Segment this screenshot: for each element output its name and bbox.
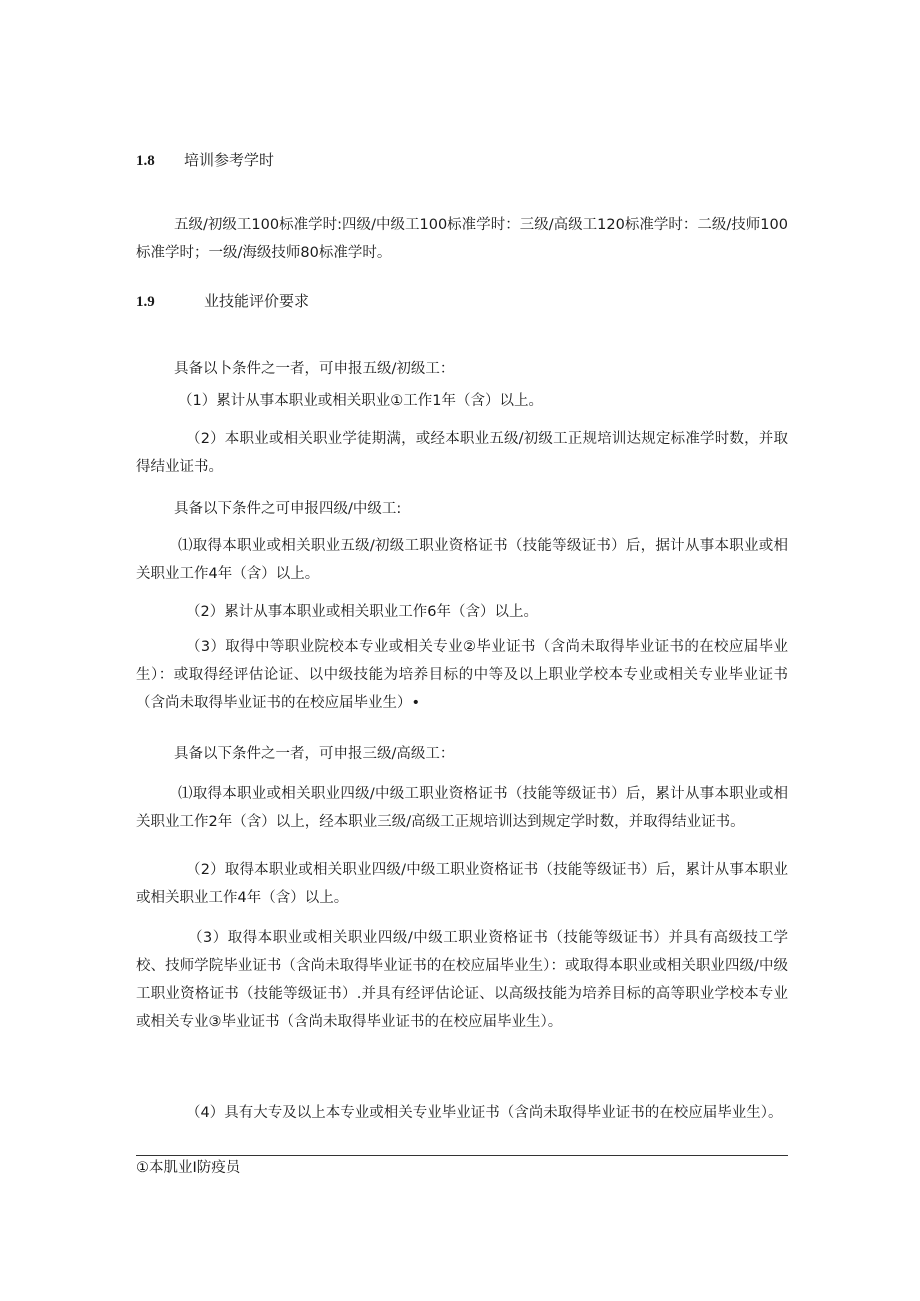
level3-item-4: （4）具有大专及以上本专业或相关专业毕业证书（含尚未取得毕业证书的在校应届毕业生）。 bbox=[186, 1105, 783, 1121]
section-heading-1-8 bbox=[136, 150, 274, 171]
section-number: 1.8 bbox=[136, 153, 155, 169]
footnote-divider bbox=[136, 1155, 788, 1156]
level5-item-2: （2）本职业或相关职业学徒期满，或经本职业五级/初级工正规培训达规定标准学时数，并取得结业证书。 bbox=[136, 431, 788, 475]
level4-item-2: （2）累计从事本职业或相关职业工作6年（含）以上。 bbox=[186, 604, 538, 620]
section-number: 1.9 bbox=[136, 294, 155, 310]
level3-item-2: （2）取得本职业或相关职业四级/中级工职业资格证书（技能等级证书）后，累计从事本职业或相关职业工作4年（含）以上。 bbox=[136, 862, 788, 906]
level4-item-1: ⑴取得本职业或相关职业五级/初级工职业资格证书（技能等级证书）后，据计从事本职业或相关职业工作4年（含）以上。 bbox=[136, 538, 788, 582]
training-hours-paragraph: 五级/初级工100标准学时:四级/中级工100标准学时：三级/高级工120标准学时：二级/技师100标准学时；一级/海级技师80标准学时。 bbox=[136, 217, 788, 261]
level4-item-3: （3）取得中等职业院校本专业或相关专业②毕业证书（含尚未取得毕业证书的在校应届毕业生）：或取得经评估论证、以中级技能为培养目标的中等及以上职业学校本专业或相关专业毕业证书（含尚未取得毕业证书的在校应届毕业生）• bbox=[136, 639, 788, 711]
section-title: 业技能评价要求 bbox=[204, 292, 310, 310]
level3-intro: 具备以下条件之一者，可申报三级/高级工： bbox=[174, 746, 455, 762]
section-heading-1-9 bbox=[136, 291, 309, 312]
level3-item-1: ⑴取得本职业或相关职业四级/中级工职业资格证书（技能等级证书）后，累计从事本职业或相关职业工作2年（含）以上，经本职业三级/高级工正规培训达到规定学时数，并取得结业证书。 bbox=[136, 786, 788, 830]
footnote: ①本肌业I防疫员 bbox=[136, 1160, 241, 1176]
level3-item-3: （3）取得本职业或相关职业四级/中级工职业资格证书（技能等级证书）并具有高级技工学校、技师学院毕业证书（含尚未取得毕业证书的在校应届毕业生）：或取得本职业或相关职业四级/中级工职业资格证书（技能等级证书）.并具有经评估论证、以高级技能为培养目标的高等职业学校本专业或相关专业③毕业证书（含尚未取得毕业证书的在校应届毕业生）。 bbox=[136, 930, 788, 1030]
level4-intro: 具备以下条件之可申报四级/中级工: bbox=[174, 501, 402, 517]
level5-item-1: （1）累计从事本职业或相关职业①工作1年（含）以上。 bbox=[178, 393, 543, 409]
level5-intro: 具备以卜条件之一者，可申报五级/初级工： bbox=[174, 361, 455, 377]
section-title: 培训参考学时 bbox=[184, 151, 275, 169]
